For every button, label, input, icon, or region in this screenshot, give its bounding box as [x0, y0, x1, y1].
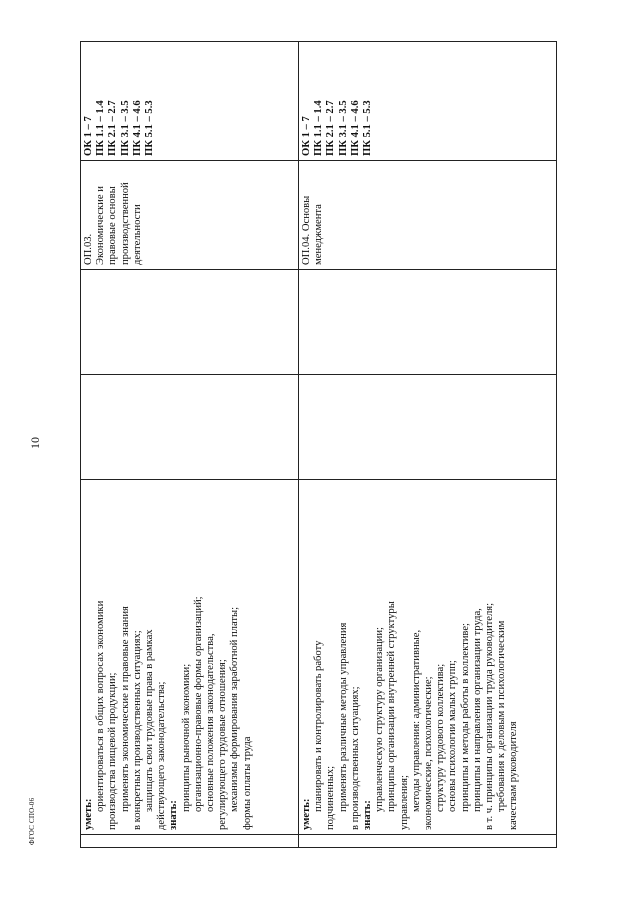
skills-list — [313, 484, 362, 830]
text-line: требования к деловым и психологическим — [496, 620, 508, 812]
table-row — [299, 42, 557, 848]
competency-code: ПК 5.1 – 5.3 — [144, 100, 156, 156]
competency-code: ПК 4.1 – 4.6 — [349, 100, 361, 156]
text-line: подчиненных; — [325, 765, 337, 830]
knowledge-list — [374, 484, 520, 830]
empty-cell — [81, 375, 299, 480]
competencies-list — [83, 46, 156, 156]
curriculum-table — [80, 41, 557, 848]
text-line: действующего законодательства; — [156, 681, 168, 830]
text-line: принципы организации внутренней структуры — [386, 601, 398, 812]
text-line: качествам руководителя — [508, 721, 520, 830]
document-footer: ФГОС СПО-06 — [28, 797, 36, 845]
text-line: производства пищевой продукции; — [107, 672, 119, 830]
skills-label: уметь: — [301, 798, 312, 830]
competencies-cell — [81, 42, 299, 161]
discipline-name: ОП.03. Экономические и правовые основы производственной деятельности — [83, 182, 143, 265]
empty-cell — [299, 270, 557, 375]
knowledge-list — [181, 484, 254, 830]
knowledge-label: знать: — [362, 800, 374, 830]
competency-code: ПК 4.1 – 4.6 — [131, 100, 143, 156]
competency-code: ПК 2.1 – 2.7 — [107, 100, 119, 156]
text-line: организационно-правовые формы организаций; — [192, 596, 204, 812]
skills-label: уметь: — [83, 798, 94, 830]
competency-code: ПК 3.1 – 3.5 — [337, 100, 349, 156]
text-line: в т. ч. принципы организации труда руководителя; — [484, 602, 496, 830]
text-line: принципы рыночной экономики; — [180, 663, 192, 812]
competency-code: ПК 2.1 – 2.7 — [325, 100, 337, 156]
empty-cell — [81, 270, 299, 375]
discipline-name: ОП.04. Основы менеджмента — [301, 195, 325, 265]
text-line: принципы и направления организации труда, — [471, 608, 483, 812]
text-line: применять экономические и правовые знания — [119, 606, 131, 812]
edge-cell — [81, 835, 299, 848]
table-row — [81, 42, 299, 848]
text-line: планировать и контролировать работу — [313, 640, 325, 812]
rotated-table-wrapper — [80, 42, 556, 848]
knowledge-label: знать: — [168, 800, 180, 830]
text-line: основы психологии малых групп; — [447, 660, 459, 812]
skills-knowledge-cell — [81, 480, 299, 835]
competencies-list — [301, 46, 374, 156]
text-line: экономические, психологические; — [423, 676, 435, 830]
text-line: защищать свои трудовые права в рамках — [144, 629, 156, 812]
text-line: применять различные методы управления — [337, 622, 349, 812]
text-line: механизмы формирования заработной платы; — [229, 606, 241, 812]
text-line: формы оплаты труда — [241, 736, 253, 830]
text-line: в конкретных производственных ситуациях; — [131, 630, 143, 830]
text-line: регулирующего трудовые отношения; — [217, 659, 229, 830]
competencies-cell — [299, 42, 557, 161]
competency-code: ОК 1 – 7 — [83, 116, 94, 156]
text-line: структуру трудового коллектива; — [435, 663, 447, 812]
text-line: ориентироваться в общих вопросах экономики — [95, 600, 107, 812]
text-line: в производственных ситуациях; — [349, 686, 361, 830]
skills-list — [95, 484, 168, 830]
competency-code: ПК 1.1 – 1.4 — [95, 100, 107, 156]
text-line: методы управления: административные, — [410, 629, 422, 812]
text-line: основные положения законодательства, — [205, 633, 217, 812]
competency-code: ПК 3.1 – 3.5 — [119, 100, 131, 156]
discipline-cell — [299, 161, 557, 270]
empty-cell — [299, 375, 557, 480]
skills-knowledge-cell — [299, 480, 557, 835]
discipline-cell — [81, 161, 299, 270]
text-line: принципы и методы работы в коллективе; — [459, 623, 471, 812]
competency-code: ПК 5.1 – 5.3 — [362, 100, 374, 156]
edge-cell — [299, 835, 557, 848]
competency-code: ПК 1.1 – 1.4 — [313, 100, 325, 156]
text-line: управленческую структуру организации; — [374, 627, 386, 812]
text-line: управления; — [398, 775, 410, 830]
competency-code: ОК 1 – 7 — [301, 116, 312, 156]
page-number: 10 — [28, 437, 42, 449]
